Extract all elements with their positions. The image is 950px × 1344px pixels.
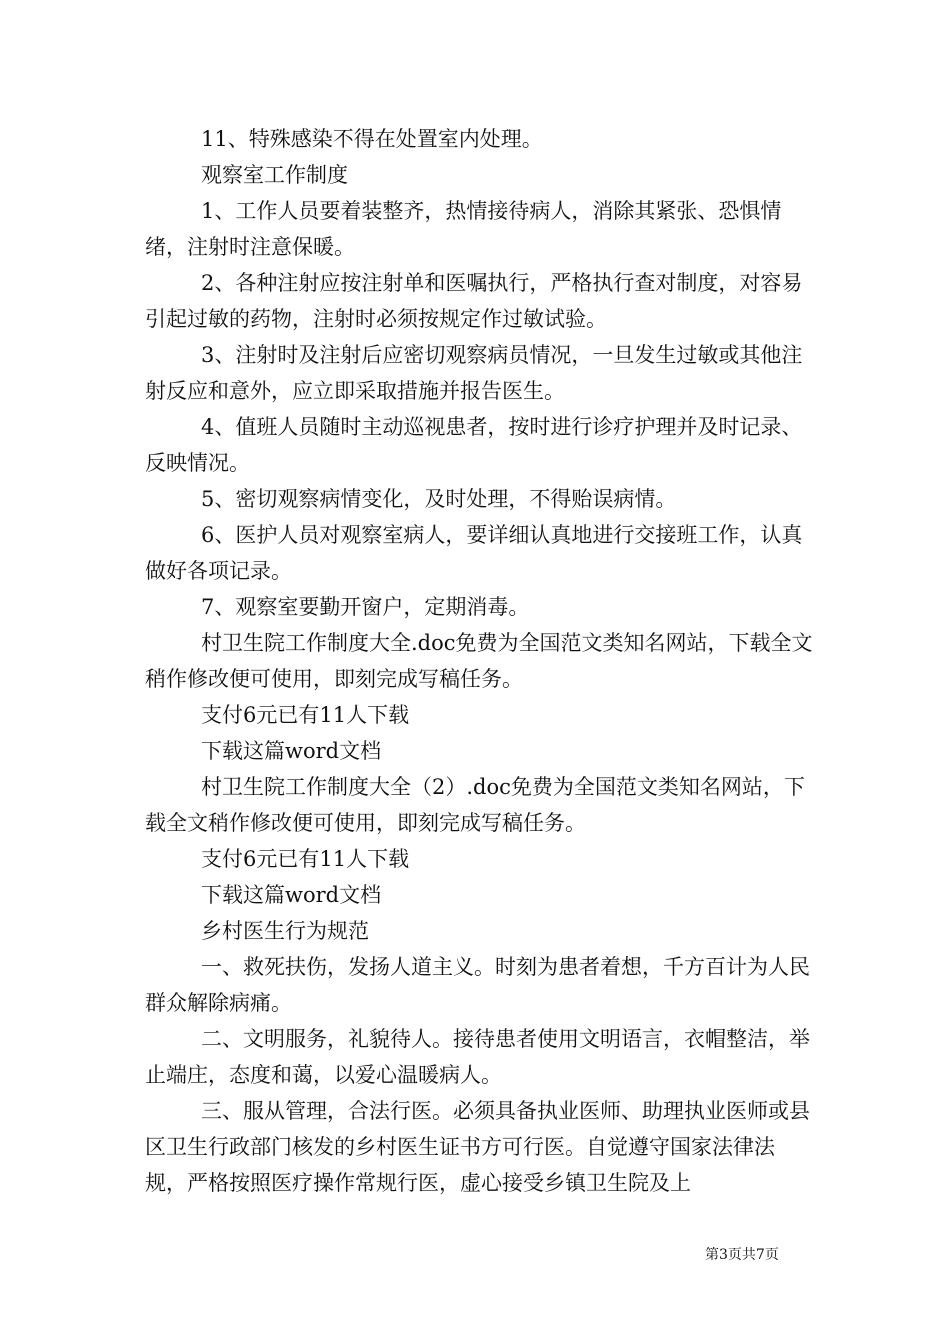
payment-info-2: 支付6元已有11人下载 xyxy=(201,847,410,871)
paragraph-rule-2: 2、各种注射应按注射单和医嘱执行，严格执行查对制度，对容易引起过敏的药物，注射时必须按规定作过敏试验。 xyxy=(145,271,803,331)
document-body xyxy=(145,121,815,1201)
page-number-footer: 第3页共7页 xyxy=(705,1247,779,1263)
paragraph-norm-3: 三、服从管理，合法行医。必须具备执业医师、助理执业医师或县区卫生行政部门核发的乡村医生证书方可行医。自觉遵守国家法律法规，严格按照医疗操作常规行医，虚心接受乡镇卫生院及上 xyxy=(145,1099,810,1195)
section-heading-village-doctor: 乡村医生行为规范 xyxy=(201,919,369,943)
paragraph-rule-7: 7、观察室要勤开窗户，定期消毒。 xyxy=(201,595,530,619)
section-heading-observation-room: 观察室工作制度 xyxy=(201,163,348,187)
paragraph-norm-1: 一、救死扶伤，发扬人道主义。时刻为患者着想，千方百计为人民群众解除病痛。 xyxy=(145,955,810,1015)
paragraph-item-11: 11、特殊感染不得在处置室内处理。 xyxy=(201,127,543,151)
paragraph-rule-1: 1、工作人员要着装整齐，热情接待病人，消除其紧张、恐惧情绪，注射时注意保暖。 xyxy=(145,199,782,259)
promo-text-1: 村卫生院工作制度大全.doc免费为全国范文类知名网站，下载全文稍作修改便可使用，即刻完成写稿任务。 xyxy=(145,631,813,691)
download-link-1[interactable]: 下载这篇word文档 xyxy=(201,739,382,763)
paragraph-norm-2: 二、文明服务，礼貌待人。接待患者使用文明语言，衣帽整洁，举止端庄，态度和蔼，以爱心温暖病人。 xyxy=(145,1027,810,1087)
download-link-2[interactable]: 下载这篇word文档 xyxy=(201,883,382,907)
payment-info-1: 支付6元已有11人下载 xyxy=(201,703,410,727)
promo-text-2: 村卫生院工作制度大全（2）.doc免费为全国范文类知名网站，下载全文稍作修改便可使用，即刻完成写稿任务。 xyxy=(145,775,805,835)
paragraph-rule-5: 5、密切观察病情变化，及时处理，不得贻误病情。 xyxy=(201,487,677,511)
paragraph-rule-3: 3、注射时及注射后应密切观察病员情况，一旦发生过敏或其他注射反应和意外，应立即采取措施并报告医生。 xyxy=(145,343,803,403)
paragraph-rule-4: 4、值班人员随时主动巡视患者，按时进行诊疗护理并及时记录、反映情况。 xyxy=(145,415,803,475)
paragraph-rule-6: 6、医护人员对观察室病人，要详细认真地进行交接班工作，认真做好各项记录。 xyxy=(145,523,803,583)
